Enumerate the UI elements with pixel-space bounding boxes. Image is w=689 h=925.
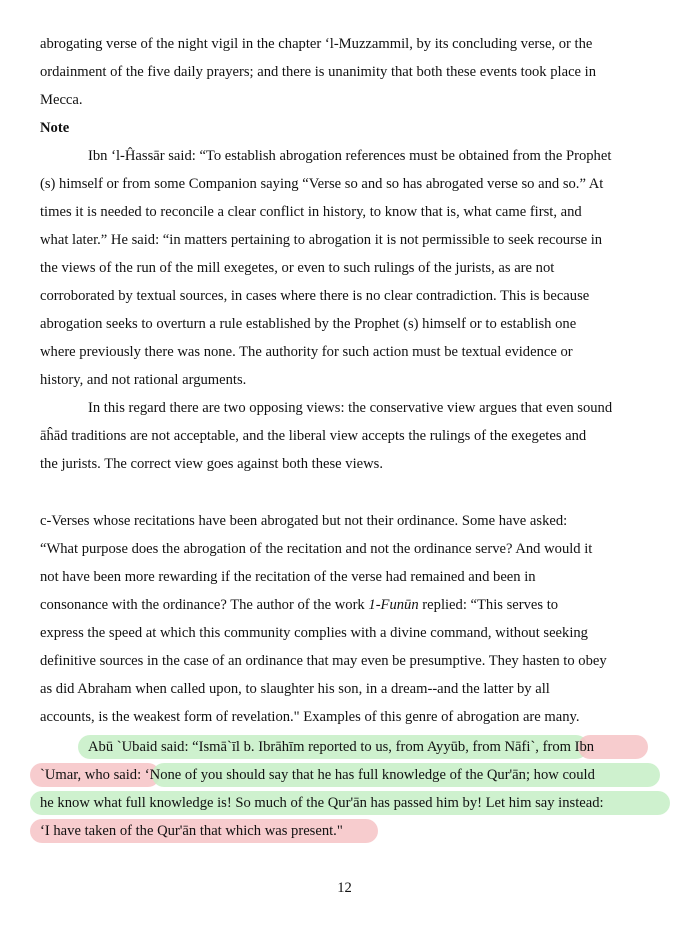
- text-line: express the speed at which this community complies with a divine command, without seeking: [40, 625, 588, 641]
- book-title: 1-Funūn: [368, 597, 419, 613]
- text-line: abrogation seeks to overturn a rule established by the Prophet (s) himself or to establish one: [40, 316, 577, 332]
- text-line: Abū `Ubaid said: “Ismā`īl b. Ibrāhīm reported to us, from Ayyūb, from Nāfi`, from Ibn: [88, 739, 595, 755]
- page-number: 12: [337, 880, 352, 896]
- text-line: In this regard there are two opposing views: the conservative view argues that even sound: [88, 400, 613, 416]
- note-heading: Note: [40, 120, 70, 136]
- text-line: history, and not rational arguments.: [40, 372, 247, 388]
- text-line: not have been more rewarding if the recitation of the verse had remained and been in: [40, 569, 536, 585]
- text-line: the views of the run of the mill exegetes, or even to such rulings of the jurists, as are not: [40, 260, 555, 276]
- text-line: [40, 596, 558, 614]
- text-line: the jurists. The correct view goes against both these views.: [40, 456, 384, 472]
- text-span: replied: “This serves to: [418, 597, 559, 613]
- text-line: “What purpose does the abrogation of the recitation and not the ordinance serve? And would it: [40, 541, 593, 557]
- text-line: abrogating verse of the night vigil in the chapter ‘l-Muzzammil, by its concluding verse, or the: [40, 36, 593, 52]
- text-line: ordainment of the five daily prayers; and there is unanimity that both these events took place in: [40, 64, 597, 80]
- text-line: ‘I have taken of the Qur'ān that which was present.": [40, 823, 343, 839]
- text-line: āĥād traditions are not acceptable, and the liberal view accepts the rulings of the exegetes and: [40, 428, 587, 444]
- text-line: (s) himself or from some Companion saying “Verse so and so has abrogated verse so and so.” At: [40, 176, 604, 192]
- text-line: definitive sources in the case of an ordinance that may even be presumptive. They hasten to obey: [40, 653, 607, 669]
- text-span: consonance with the ordinance? The author of the work: [40, 597, 369, 613]
- text-line: what later.” He said: “in matters pertaining to abrogation it is not permissible to seek recourse in: [40, 232, 603, 248]
- text-line: accounts, is the weakest form of revelation." Examples of this genre of abrogation are many.: [40, 709, 580, 725]
- text-line: `Umar, who said: ‘None of you should say that he has full knowledge of the Qur'ān; how could: [40, 767, 595, 783]
- text-line: where previously there was none. The authority for such action must be textual evidence or: [40, 344, 573, 360]
- text-line: Mecca.: [40, 92, 83, 108]
- text-line: he know what full knowledge is! So much of the Qur'ān has passed him by! Let him say instead:: [40, 795, 604, 811]
- text-line: as did Abraham when called upon, to slaughter his son, in a dream--and the latter by all: [40, 681, 550, 697]
- text-line: Ibn ‘l-Ĥassār said: “To establish abrogation references must be obtained from the Prophet: [88, 148, 612, 164]
- text-line: times it is needed to reconcile a clear conflict in history, to know that is, what came first, and: [40, 204, 582, 220]
- text-line: corroborated by textual sources, in cases where there is no clear contradiction. This is because: [40, 288, 590, 304]
- text-line: c-Verses whose recitations have been abrogated but not their ordinance. Some have asked:: [40, 513, 568, 529]
